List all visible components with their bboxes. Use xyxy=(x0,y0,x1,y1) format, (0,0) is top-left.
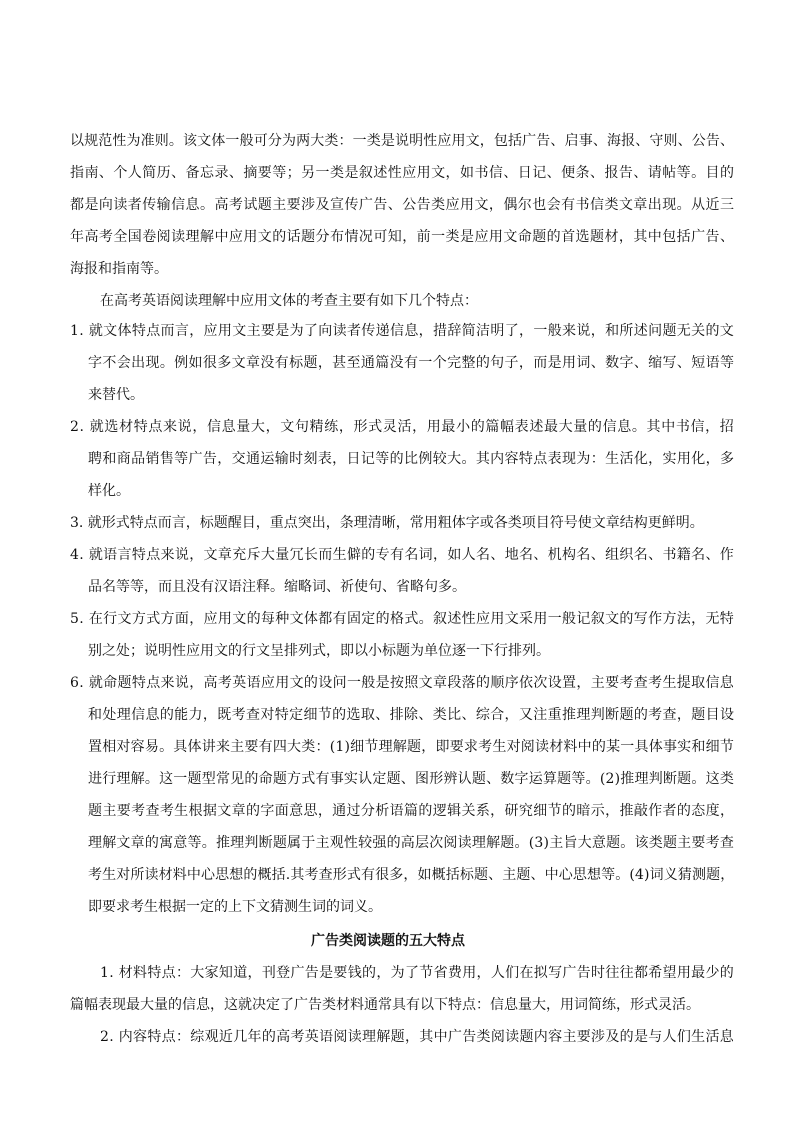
list-item-line: 聘和商品销售等广告，交通运输时刻表，日记等的比例较大。其内容特点表现为：生活化，实用化，多 xyxy=(88,451,735,467)
list-item-line: 来替代。 xyxy=(88,387,144,403)
list-item: 6. 就命题特点来说，高考英语应用文的设问一般是按照文章段落的顺序依次设置，主要考查考生提取信息 xyxy=(70,675,735,691)
list-item-line: 篇幅表现最大量的信息，这就决定了广告类材料通常具有以下特点：信息量大，用词简练，形式灵活。 xyxy=(70,997,700,1013)
list-item-line: 进行理解。这一题型常见的命题方式有事实认定题、图形辨认题、数字运算题等。(2)推理判断题。这类 xyxy=(88,771,735,787)
paragraph-line: 以规范性为准则。该文体一般可分为两大类：一类是说明性应用文，包括广告、启事、海报、守则、公告、 xyxy=(70,133,735,149)
list-item-line: 样化。 xyxy=(88,483,130,499)
list-item-line: 即要求考生根据一定的上下文猜测生词的词义。 xyxy=(88,899,382,915)
list-item: 3. 就形式特点而言，标题醒目，重点突出，条理清晰，常用粗体字或各类项目符号使文章结构更鲜明。 xyxy=(70,515,704,531)
list-item-line: 字不会出现。例如很多文章没有标题，甚至通篇没有一个完整的句子，而是用词、数字、缩写、短语等 xyxy=(88,355,735,371)
paragraph-line: 都是向读者传输信息。高考试题主要涉及宣传广告、公告类应用文，偶尔也会有书信类文章出现。从近三 xyxy=(70,197,735,213)
list-item-line: 理解文章的寓意等。推理判断题属于主观性较强的高层次阅读理解题。(3)主旨大意题。该类题主要考查 xyxy=(88,835,735,851)
list-item: 2. 就选材特点来说，信息量大，文句精练，形式灵活，用最小的篇幅表述最大量的信息。其中书信，招 xyxy=(70,419,735,435)
list-item: 2. 内容特点：综观近几年的高考英语阅读理解题，其中广告类阅读题内容主要涉及的是与人们生活息 xyxy=(100,1029,735,1045)
list-item: 5. 在行文方式方面，应用文的每种文体都有固定的格式。叙述性应用文采用一般记叙文的写作方法，无特 xyxy=(70,611,735,627)
list-item: 1. 就文体特点而言，应用文主要是为了向读者传递信息，措辞简洁明了，一般来说，和所述问题无关的文 xyxy=(70,323,735,339)
list-item: 4. 就语言特点来说，文章充斥大量冗长而生僻的专有名词，如人名、地名、机构名、组织名、书籍名、作 xyxy=(70,547,735,563)
list-item-line: 题主要考查考生根据文章的字面意思，通过分析语篇的逻辑关系，研究细节的暗示，推敲作者的态度， xyxy=(88,803,735,819)
paragraph-line: 指南、个人简历、备忘录、摘要等；另一类是叙述性应用文，如书信、日记、便条、报告、请帖等。目的 xyxy=(70,165,735,181)
list-item: 1. 材料特点：大家知道，刊登广告是要钱的，为了节省费用，人们在拟写广告时往往都希望用最少的 xyxy=(100,965,735,981)
paragraph-line: 海报和指南等。 xyxy=(70,261,168,277)
section-heading: 广告类阅读题的五大特点 xyxy=(311,933,465,949)
paragraph-line: 年高考全国卷阅读理解中应用文的话题分布情况可知，前一类是应用文命题的首选题材，其中包括广告、 xyxy=(70,229,735,245)
list-item-line: 置相对容易。具体讲来主要有四大类：(1)细节理解题，即要求考生对阅读材料中的某一具体事实和细节 xyxy=(88,739,735,755)
list-item-line: 品名等等，而且没有汉语注释。缩略词、祈使句、省略句多。 xyxy=(88,579,466,595)
list-item-line: 别之处；说明性应用文的行文呈排列式，即以小标题为单位逐一下行排列。 xyxy=(88,643,550,659)
list-item-line: 和处理信息的能力，既考查对特定细节的选取、排除、类比、综合，又注重推理判断题的考查，题目设 xyxy=(88,707,735,723)
list-item-line: 考生对所读材料中心思想的概括.其考查形式有很多，如概括标题、主题、中心思想等。(4)词义猜测题， xyxy=(88,867,735,883)
paragraph-line: 在高考英语阅读理解中应用文体的考查主要有如下几个特点： xyxy=(100,293,478,309)
